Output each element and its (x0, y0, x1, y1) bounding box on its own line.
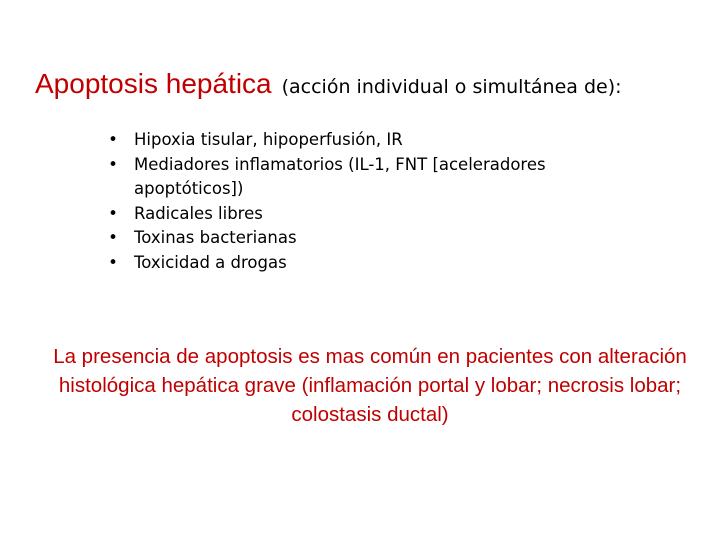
bullet-icon: • (108, 252, 118, 272)
list-item (106, 128, 606, 153)
bullet-icon: • (108, 154, 118, 174)
bullet-text: Hipoxia tisular, hipoperfusión, IR (134, 130, 403, 149)
list-item (106, 153, 606, 202)
bullet-text: Toxicidad a drogas (134, 252, 287, 272)
slide-title-subtitle: (acción individual o simultánea de): (281, 76, 622, 98)
bullet-text: Mediadores inflamatorios (IL-1, FNT [aceleradores apoptóticos]) (134, 154, 546, 198)
bullet-icon: • (108, 130, 118, 149)
list-item (106, 251, 606, 276)
list-item (106, 202, 606, 227)
bullet-text: Radicales libres (134, 203, 263, 223)
bullet-list (106, 128, 606, 275)
conclusion-text: La presencia de apoptosis es mas común en pacientes con alteración histológica hepática grave (inflamación portal y lobar; necrosis lobar; colostasis ductal) (53, 345, 687, 426)
bullet-icon: • (108, 228, 118, 247)
slide-title-main: Apoptosis hepática (35, 68, 272, 99)
slide-title (35, 68, 622, 100)
list-item (106, 226, 606, 251)
bullet-icon: • (108, 203, 118, 223)
bullet-text: Toxinas bacterianas (134, 228, 297, 247)
